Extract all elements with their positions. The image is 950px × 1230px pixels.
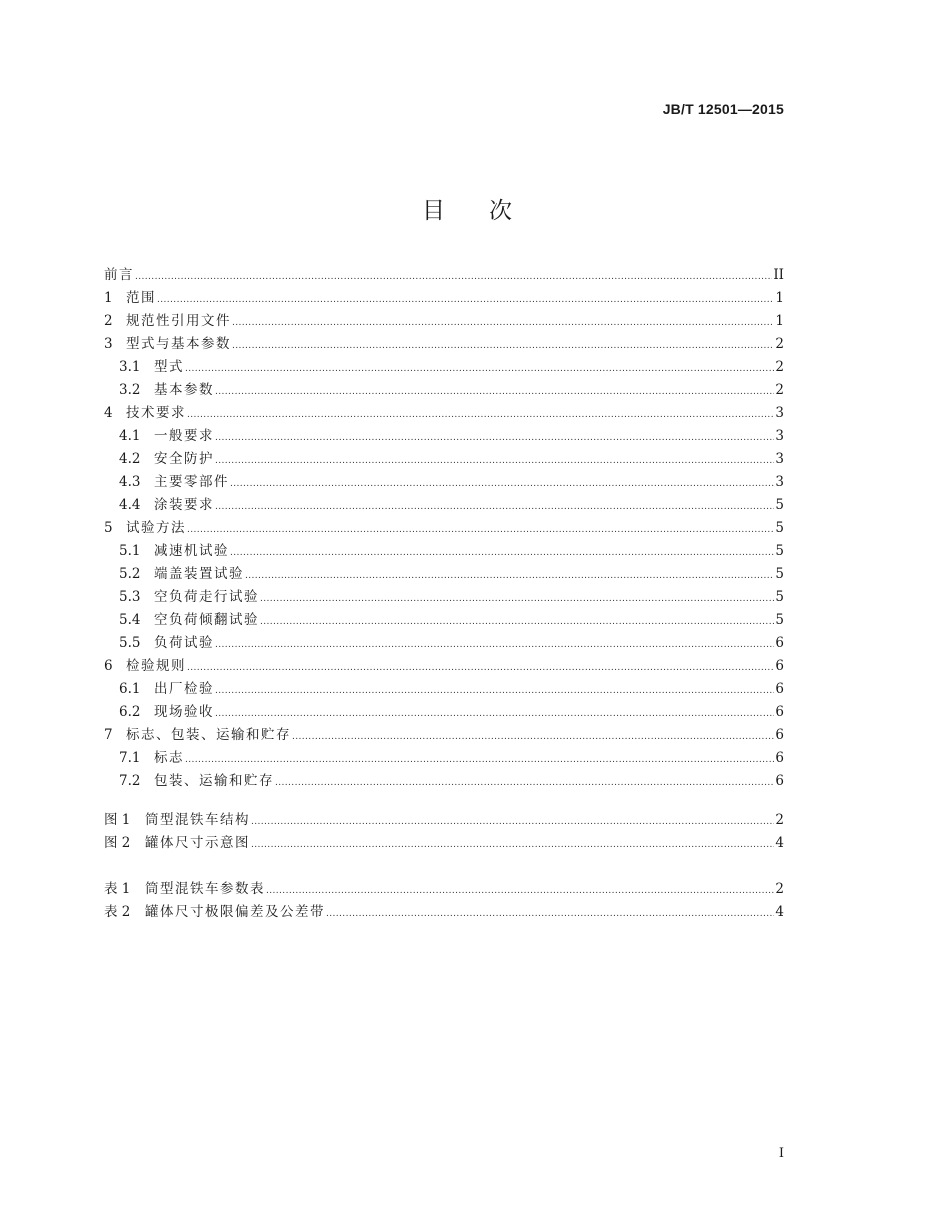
toc-entry[interactable] — [104, 356, 784, 379]
entry-number: 2 — [104, 313, 113, 329]
dot-leader — [292, 726, 774, 749]
dot-leader — [326, 903, 774, 926]
entry-page-number: 5 — [775, 589, 784, 605]
entry-page-number: 3 — [775, 451, 784, 467]
toc-entry[interactable] — [104, 333, 784, 356]
entry-number: 5.3 — [119, 589, 141, 605]
entry-page-number: 4 — [775, 835, 784, 851]
entry-title: 端盖装置试验 — [154, 566, 244, 582]
entry-number: 7.1 — [119, 750, 141, 766]
entry-title: 型式与基本参数 — [126, 336, 231, 352]
entry-title: 标志、包装、运输和贮存 — [126, 727, 291, 743]
toc-entry[interactable] — [104, 264, 784, 287]
dot-leader — [215, 381, 774, 404]
entry-title: 主要零部件 — [154, 474, 229, 490]
entry-title: 检验规则 — [126, 658, 186, 674]
dot-leader — [260, 588, 774, 611]
dot-leader — [215, 634, 774, 657]
entry-title: 技术要求 — [126, 405, 186, 421]
toc-entry[interactable] — [104, 701, 784, 724]
entry-page-number: 5 — [775, 520, 784, 536]
entry-number: 5.4 — [119, 612, 141, 628]
entry-title: 涂装要求 — [154, 497, 214, 513]
toc-entry[interactable] — [104, 770, 784, 793]
entry-title: 一般要求 — [154, 428, 214, 444]
dot-leader — [157, 289, 774, 312]
entry-page-number: 5 — [775, 566, 784, 582]
toc-entry[interactable] — [104, 287, 784, 310]
entry-title: 减速机试验 — [154, 543, 229, 559]
entry-title: 前言 — [104, 267, 134, 283]
dot-leader — [215, 496, 774, 519]
dot-leader — [251, 811, 774, 834]
entry-page-number: 1 — [775, 290, 784, 306]
dot-leader — [260, 611, 774, 634]
dot-leader — [232, 335, 774, 358]
entry-page-number: 2 — [775, 336, 784, 352]
entry-page-number: 2 — [775, 382, 784, 398]
entry-number: 4.2 — [119, 451, 141, 467]
entry-title: 罐体尺寸极限偏差及公差带 — [145, 904, 325, 920]
entry-title: 罐体尺寸示意图 — [145, 835, 250, 851]
standard-code: JB/T 12501—2015 — [662, 101, 784, 117]
dot-leader — [251, 834, 774, 857]
dot-leader — [187, 404, 774, 427]
figure-entry[interactable] — [104, 832, 784, 855]
entry-page-number: 2 — [775, 359, 784, 375]
entry-title: 范围 — [126, 290, 156, 306]
dot-leader — [215, 450, 774, 473]
entry-page-number: 4 — [775, 904, 784, 920]
entry-number: 5.2 — [119, 566, 141, 582]
toc-entry[interactable] — [104, 563, 784, 586]
entry-number: 表 2 — [104, 904, 131, 920]
entry-title: 标志 — [154, 750, 184, 766]
entry-number: 6.1 — [119, 681, 141, 697]
dot-leader — [185, 358, 774, 381]
entry-number: 5.1 — [119, 543, 141, 559]
entry-page-number: 2 — [775, 812, 784, 828]
dot-leader — [266, 880, 774, 903]
toc-entry[interactable] — [104, 655, 784, 678]
entry-title: 筒型混铁车参数表 — [145, 881, 265, 897]
entry-page-number: 1 — [775, 313, 784, 329]
dot-leader — [185, 749, 774, 772]
entry-title: 规范性引用文件 — [126, 313, 231, 329]
entry-number: 5.5 — [119, 635, 141, 651]
entry-number: 5 — [104, 520, 113, 536]
entry-number: 图 2 — [104, 835, 131, 851]
dot-leader — [232, 312, 774, 335]
entry-number: 4 — [104, 405, 113, 421]
entry-title: 负荷试验 — [154, 635, 214, 651]
entry-number: 7.2 — [119, 773, 141, 789]
entry-number: 4.3 — [119, 474, 141, 490]
entry-title: 包装、运输和贮存 — [154, 773, 274, 789]
dot-leader — [215, 703, 774, 726]
entry-page-number: II — [773, 267, 784, 283]
entry-number: 7 — [104, 727, 113, 743]
entry-title: 空负荷走行试验 — [154, 589, 259, 605]
figure-list — [104, 809, 784, 855]
entry-page-number: 3 — [775, 428, 784, 444]
entry-number: 4.4 — [119, 497, 141, 513]
toc-entry[interactable] — [104, 609, 784, 632]
toc-entry[interactable] — [104, 471, 784, 494]
entry-page-number: 5 — [775, 497, 784, 513]
entry-page-number: 3 — [775, 474, 784, 490]
toc-entry[interactable] — [104, 379, 784, 402]
entry-page-number: 2 — [775, 881, 784, 897]
entry-number: 4.1 — [119, 428, 141, 444]
entry-title: 试验方法 — [126, 520, 186, 536]
dot-leader — [187, 657, 774, 680]
dot-leader — [135, 266, 772, 289]
entry-page-number: 6 — [775, 704, 784, 720]
entry-title: 筒型混铁车结构 — [145, 812, 250, 828]
entry-page-number: 6 — [775, 773, 784, 789]
entry-page-number: 5 — [775, 612, 784, 628]
entry-number: 图 1 — [104, 812, 131, 828]
toc-entry[interactable] — [104, 448, 784, 471]
toc-entry[interactable] — [104, 540, 784, 563]
entry-page-number: 6 — [775, 658, 784, 674]
entry-title: 现场验收 — [154, 704, 214, 720]
table-list — [104, 878, 784, 924]
figure-entry[interactable] — [104, 809, 784, 832]
toc-entry[interactable] — [104, 678, 784, 701]
page-number: I — [778, 1146, 784, 1161]
entry-number: 3 — [104, 336, 113, 352]
entry-title: 空负荷倾翻试验 — [154, 612, 259, 628]
dot-leader — [187, 519, 774, 542]
entry-title: 出厂检验 — [154, 681, 214, 697]
toc-list — [104, 264, 784, 793]
toc-entry[interactable] — [104, 724, 784, 747]
entry-title: 基本参数 — [154, 382, 214, 398]
dot-leader — [245, 565, 774, 588]
entry-page-number: 3 — [775, 405, 784, 421]
page-title: 目次 — [422, 198, 556, 224]
entry-number: 3.1 — [119, 359, 141, 375]
toc-entry[interactable] — [104, 747, 784, 770]
entry-number: 3.2 — [119, 382, 141, 398]
toc-entry[interactable] — [104, 586, 784, 609]
dot-leader — [215, 680, 774, 703]
toc-entry[interactable] — [104, 632, 784, 655]
dot-leader — [215, 427, 774, 450]
entry-page-number: 6 — [775, 681, 784, 697]
entry-number: 6 — [104, 658, 113, 674]
table-entry[interactable] — [104, 901, 784, 924]
entry-number: 1 — [104, 290, 113, 306]
toc-entry[interactable] — [104, 310, 784, 333]
entry-page-number: 5 — [775, 543, 784, 559]
toc-entry[interactable] — [104, 494, 784, 517]
table-entry[interactable] — [104, 878, 784, 901]
entry-page-number: 6 — [775, 727, 784, 743]
entry-page-number: 6 — [775, 750, 784, 766]
entry-page-number: 6 — [775, 635, 784, 651]
entry-number: 6.2 — [119, 704, 141, 720]
toc-entry[interactable] — [104, 425, 784, 448]
dot-leader — [230, 473, 774, 496]
dot-leader — [230, 542, 774, 565]
toc-entry[interactable] — [104, 517, 784, 540]
dot-leader — [275, 772, 774, 795]
toc-entry[interactable] — [104, 402, 784, 425]
entry-number: 表 1 — [104, 881, 131, 897]
entry-title: 安全防护 — [154, 451, 214, 467]
entry-title: 型式 — [154, 359, 184, 375]
